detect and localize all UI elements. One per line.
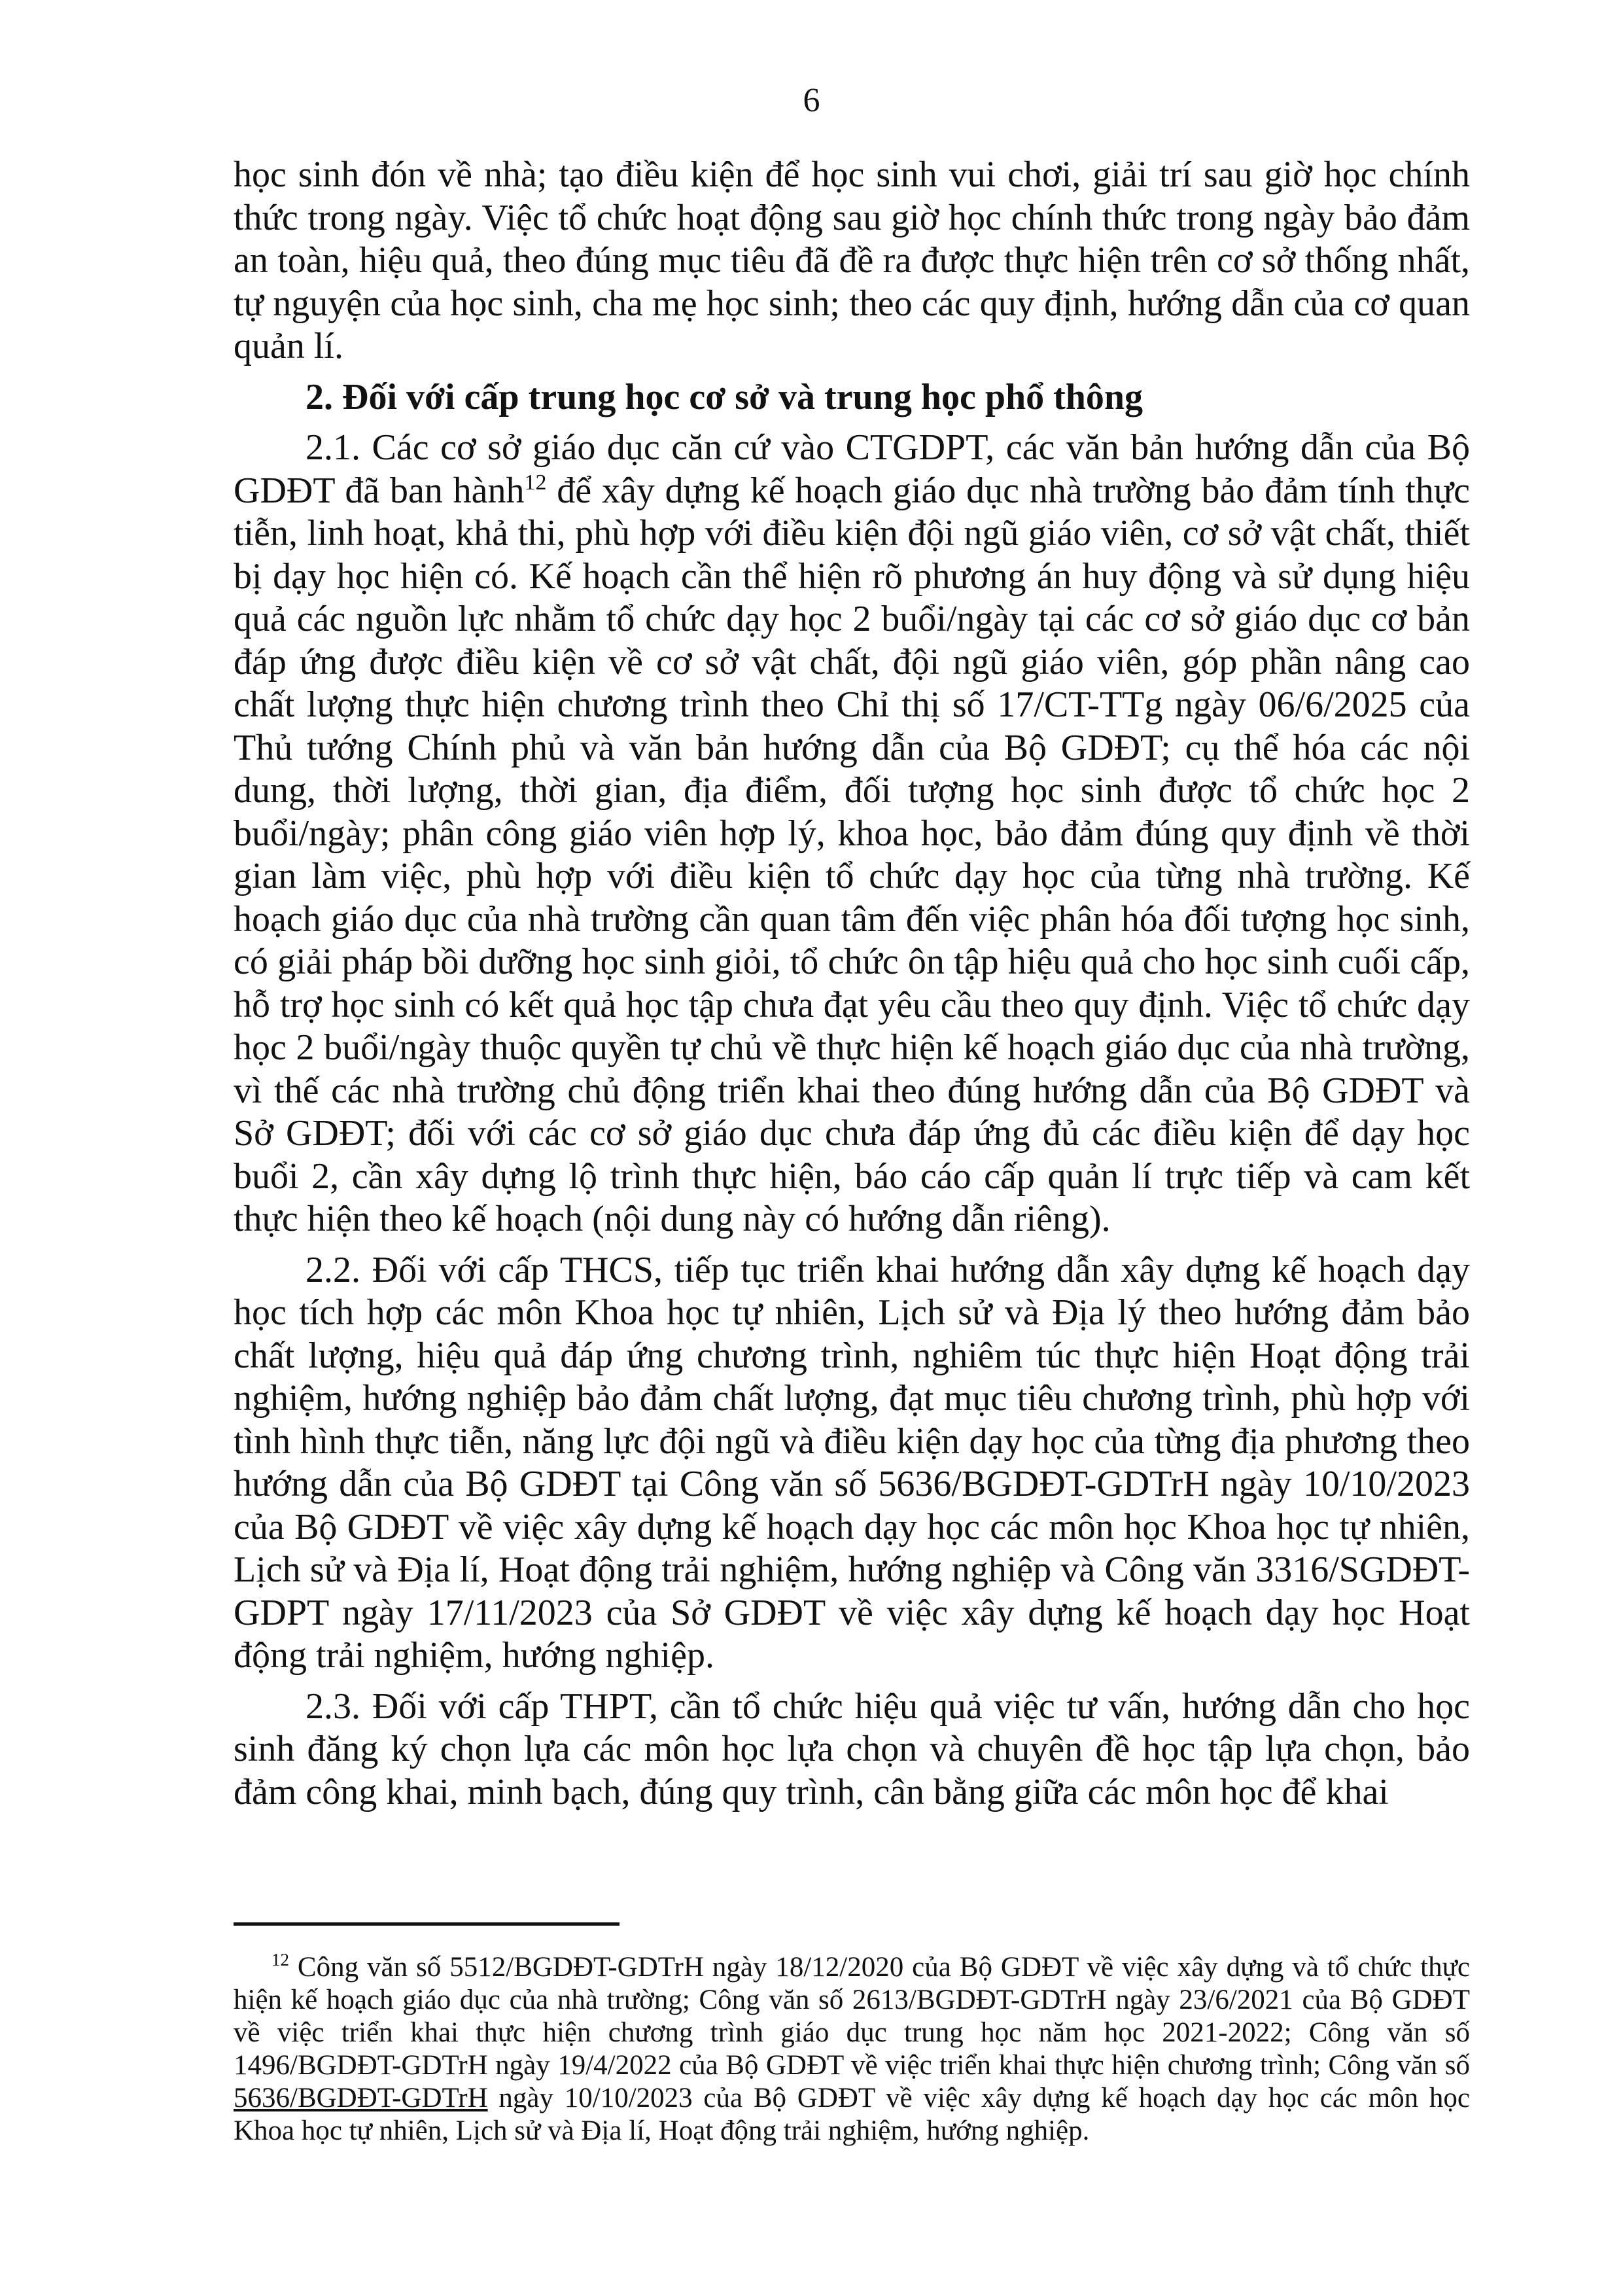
page-number: 6 xyxy=(803,82,820,119)
footnote-reference[interactable]: 12 xyxy=(524,470,547,495)
paragraph-2-1-text-a: 2.1. Các cơ sở giáo dục căn cứ vào CTGDPT, các văn bản hướng dẫn của Bộ GDĐT đã ban hành xyxy=(234,427,1470,511)
paragraph-2-3: 2.3. Đối với cấp THPT, cần tổ chức hiệu quả việc tư vấn, hướng dẫn cho học sinh đăng ký chọn lựa các môn học lựa chọn và chuyên đề học tập lựa chọn, bảo đảm công khai, minh bạch, đúng quy trình, cân bằng giữa các môn học để khai xyxy=(234,1686,1470,1812)
paragraph-2-2: 2.2. Đối với cấp THCS, tiếp tục triển khai hướng dẫn xây dựng kế hoạch dạy học tích hợp các môn Khoa học tự nhiên, Lịch sử và Địa lý theo hướng đảm bảo chất lượng, hiệu quả đáp ứng chương trình, nghiêm túc thực hiện Hoạt động trải nghiệm, hướng nghiệp bảo đảm chất lượng, đạt mục tiêu chương trình, phù hợp với tình hình thực tiễn, năng lực đội ngũ và điều kiện dạy học của từng địa phương theo hướng dẫn của Bộ GDĐT tại Công văn số 5636/BGDĐT-GDTrH ngày 10/10/2023 của Bộ GDĐT về việc xây dựng kế hoạch dạy học các môn học Khoa học tự nhiên, Lịch sử và Địa lí, Hoạt động trải nghiệm, hướng nghiệp và Công văn 3316/SGDĐT- GDPT ngày 17/11/2023 của Sở GDĐT về việc xây dựng kế hoạch dạy học Hoạt động trải nghiệm, hướng nghiệp. xyxy=(234,1249,1470,1676)
section-heading: 2. Đối với cấp trung học cơ sở và trung học phổ thông xyxy=(305,376,1143,417)
footnotes xyxy=(234,1951,1470,2147)
footnote-text-a: Công văn số 5512/BGDĐT-GDTrH ngày 18/12/2020 của Bộ GDĐT về việc xây dựng và tổ chức thực hiện kế hoạch giáo dục của nhà trường; Công văn số 2613/BGDĐT-GDTrH ngày 23/6/2021 của Bộ GDĐT về việc triển khai thực hiện chương trình giáo dục trung học năm học 2021-2022; Công văn số 1496/BGDĐT-GDTrH ngày 19/4/2022 của Bộ GDĐT về việc triển khai thực hiện chương trình; Công văn số xyxy=(234,1952,1470,2081)
paragraph-2-1 xyxy=(234,427,1470,1241)
footnote-separator xyxy=(234,1922,620,1926)
document-body xyxy=(234,154,1470,1822)
footnote-marker: 12 xyxy=(271,1950,289,1969)
footnote-text-b: ngày 10/10/2023 của Bộ GDĐT về việc xây dựng kế hoạch dạy học các môn học Khoa học tự nhiên, Lịch sử và Địa lí, Hoạt động trải nghiệm, hướng nghiệp. xyxy=(234,2083,1470,2146)
paragraph-2-1-text-b: để xây dựng kế hoạch giáo dục nhà trường bảo đảm tính thực tiễn, linh hoạt, khả thi, phù hợp với điều kiện đội ngũ giáo viên, cơ sở vật chất, thiết bị dạy học hiện có. Kế hoạch cần thể hiện rõ phương án huy động và sử dụng hiệu quả các nguồn lực nhằm tổ chức dạy học 2 buổi/ngày tại các cơ sở giáo dục cơ bản đáp ứng được điều kiện về cơ sở vật chất, đội ngũ giáo viên, góp phần nâng cao chất lượng thực hiện chương trình theo Chỉ thị số 17/CT-TTg ngày 06/6/2025 của Thủ tướng Chính phủ và văn bản hướng dẫn của Bộ GDĐT; cụ thể hóa các nội dung, thời lượng, thời gian, địa điểm, đối tượng học sinh được tổ chức học 2 buổi/ngày; phân công giáo viên hợp lý, khoa học, bảo đảm đúng quy định về thời gian làm việc, phù hợp với điều kiện tổ chức dạy học của từng nhà trường. Kế hoạch giáo dục của nhà trường cần quan tâm đến việc phân hóa đối tượng học sinh, có giải pháp bồi dưỡng học sinh giỏi, tổ chức ôn tập hiệu quả cho học sinh cuối cấp, hỗ trợ học sinh có kết quả học tập chưa đạt yêu cầu theo quy định. Việc tổ chức dạy học 2 buổi/ngày thuộc quyền tự chủ về thực hiện kế hoạch giáo dục của nhà trường, vì thế các nhà trường chủ động triển khai theo đúng hướng dẫn của Bộ GDĐT và Sở GDĐT; đối với các cơ sở giáo dục chưa đáp ứng đủ các điều kiện để dạy học buổi 2, cần xây dựng lộ trình thực hiện, báo cáo cấp quản lí trực tiếp và cam kết thực hiện theo kế hoạch (nội dung này có hướng dẫn riêng). xyxy=(234,470,1471,1239)
footnote-link[interactable]: 5636/BGDĐT-GDTrH xyxy=(234,2083,488,2113)
footnote-12 xyxy=(234,1951,1470,2147)
paragraph-continuation: học sinh đón về nhà; tạo điều kiện để học sinh vui chơi, giải trí sau giờ học chính thức trong ngày. Việc tổ chức hoạt động sau giờ học chính thức trong ngày bảo đảm an toàn, hiệu quả, theo đúng mục tiêu đã đề ra được thực hiện trên cơ sở thống nhất, tự nguyện của học sinh, cha mẹ học sinh; theo các quy định, hướng dẫn của cơ quan quản lí. xyxy=(234,154,1470,366)
